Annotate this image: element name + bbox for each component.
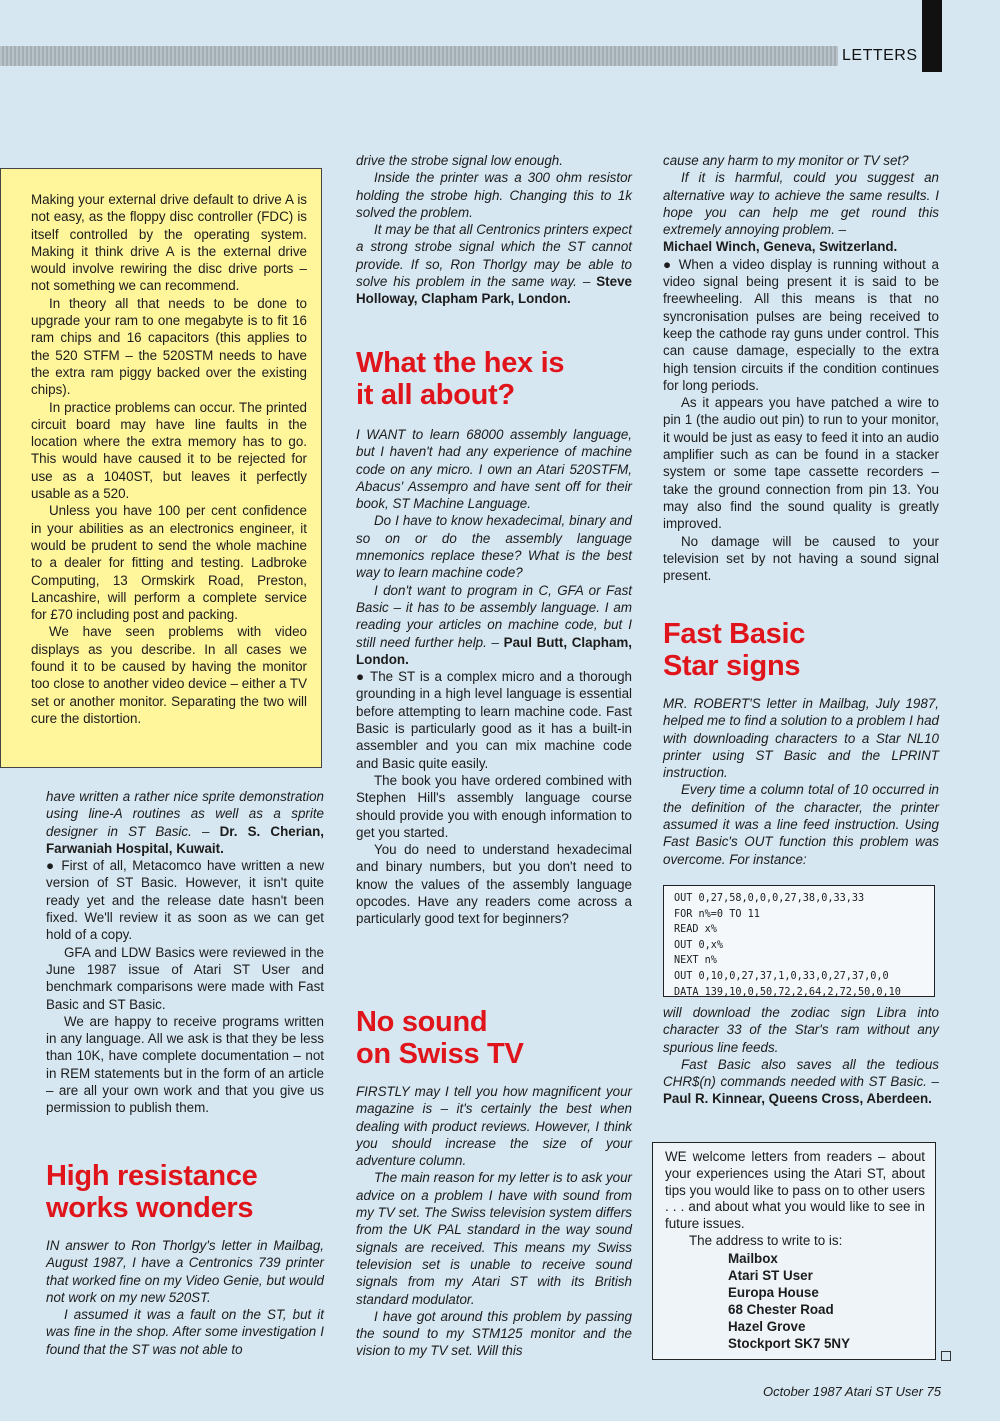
signature: Paul Butt, Clapham, London. [356, 634, 632, 667]
high-resistance-continued [356, 152, 632, 308]
reply-paragraph: ● When a video display is running without a video signal being present it is said to be freewheeling. All this means is that no syncronisation pulses are being received to keep the cathode ray guns under control. This can cause damage, especially to the extra high tension circuits if the condition continues for long periods. [663, 256, 939, 393]
letter-paragraph: Do I have to know hexadecimal, binary and so on or do the assembly language mnemonics replace these? What is the best way to learn machine code? [356, 513, 632, 581]
star-letter-after [663, 1004, 939, 1108]
swiss-continued [663, 152, 939, 584]
letter-text: have written a rather nice sprite demonstration using line-A routines as well as a sprite designer in ST Basic. – [46, 789, 324, 839]
reply-paragraph: As it appears you have patched a wire to pin 1 (the audio out pin) to run to your monitor, it would be just as easy to feed it into an audio amplifier such as can be found in a stacker system or some tape cassette recorders – take the ground connection from pin 13. You may also find the sound quality is greatly improved. [663, 395, 939, 532]
heading-swiss-tv: No sound on Swiss TV [356, 1006, 524, 1070]
signature: Michael Winch, Geneva, Switzerland. [663, 239, 898, 255]
letter-paragraph: If it is harmful, could you suggest an alternative way to achieve the same results. I hope you can help me get round this extremely annoying problem. – [663, 170, 939, 238]
address-line: Atari ST User [728, 1267, 813, 1283]
letter-paragraph: IN answer to Ron Thorlgy's letter in Mailbag, August 1987, I have a Centronics 739 printer that worked fine on my Video Genie, but would not work on my new 520ST. [46, 1238, 324, 1305]
page-footer: October 1987 Atari ST User 75 [763, 1384, 941, 1399]
reply-paragraph: ● The ST is a complex micro and a thorough grounding in a high level language is essential before attempting to learn machine code. Fast Basic is particularly good as it has a built-in assembler and you can mix machine code and Basic quite easily. [356, 669, 632, 771]
hex-letter [356, 426, 632, 928]
letter-paragraph: FIRSTLY may I tell you how magnificent your magazine is – it's certainly the best when dealing with product reviews. However, I think you should increase the size of your adventure column. [356, 1084, 632, 1169]
signature: Dr. S. Cherian, Farwaniah Hospital, Kuwait. [46, 823, 324, 856]
address-line: 68 Chester Road [728, 1301, 834, 1317]
heading-high-resistance: High resistance works wonders [46, 1160, 258, 1224]
paragraph: Making your external drive default to drive A is not easy, as the floppy disc controller (FDC) is itself controlled by the operating system. Making it think drive A is the external drive would involve rewiring the disc drive ports – not something we can recommend. [31, 192, 307, 294]
editor-reply-text [31, 191, 307, 727]
paragraph: In theory all that needs to be done to upgrade your ram to one megabyte is to fit 16 ram chips and 16 capacitors (this applies to the 520 STFM – the 520STM needs to have the extra ram piggy backed over the existing chips). [31, 295, 307, 398]
heading-fast-basic: Fast Basic Star signs [663, 618, 806, 682]
welcome-box [652, 1142, 936, 1360]
welcome-text: WE welcome letters from readers – about your experiences using the Atari ST, about tips you would like to pass on to other users . . . and about what you would like to see in future issues. [665, 1149, 925, 1232]
letter-paragraph: The main reason for my letter is to ask your advice on a problem I have with sound from my TV set. The Swiss television system differs from the UK PAL standard in the way sound signals are received. This means my Swiss television set is unable to receive sound signals from my Atari ST with its British standard modulator. [356, 1170, 632, 1307]
letter-paragraph: cause any harm to my monitor or TV set? [663, 153, 909, 168]
letter-paragraph: Every time a column total of 10 occurred in the definition of the character, the printer assumed it was a line feed instruction. Using Fast Basic's OUT function this problem was overcome. For instance: [663, 782, 939, 867]
header-rule [0, 46, 838, 66]
paragraph: In practice problems can occur. The printed circuit board may have line faults in the location where the extra memory has to go. This would have caused it to be rejected for use as a 1040ST, but leaves it perfectly usable as a 520. [31, 399, 307, 502]
signature: Paul R. Kinnear, Queens Cross, Aberdeen. [663, 1091, 932, 1107]
end-of-article-mark [941, 1351, 951, 1361]
code-line: NEXT n% [674, 955, 717, 967]
star-letter [663, 695, 939, 868]
address-intro: The address to write to is: [689, 1232, 843, 1248]
address-line: Stockport SK7 5NY [728, 1335, 851, 1351]
letter-paragraph: It may be that all Centronics printers expect a strong strobe signal which the ST cannot provide. If so, Ron Thorlgy may be able to solve his problem in the same way. – [356, 222, 632, 290]
paragraph: We have seen problems with video displays as you describe. In all cases we found it to be caused by having the monitor too close to another video device – either a TV set or another monitor. Separating the two will cure the distortion. [31, 624, 307, 726]
letter-paragraph: I WANT to learn 68000 assembly language, but I haven't had any experience of machine code on any micro. I own an Atari 520STFM, Abacus' Assempro and have sent off for their book, ST Machine Language. [356, 427, 632, 512]
reply-paragraph: You do need to understand hexadecimal and binary numbers, but you don't need to know the values of the assembly language opcodes. Have any readers come across a particularly good text for beginners? [356, 842, 632, 927]
letter-paragraph: MR. ROBERT'S letter in Mailbag, July 1987, helped me to find a solution to a problem I had with downloading characters to a Star NL10 printer using ST Basic and the LPRINT instruction. [663, 696, 939, 781]
signature: Steve Holloway, Clapham Park, London. [356, 274, 632, 307]
code-line: FOR n%=0 TO 11 [674, 908, 760, 920]
paragraph: Unless you have 100 per cent confidence in your abilities as an electronics engineer, it would be prudent to send the whole machine to a dealer for fitting and testing. Ladbroke Computing, 13 Ormskirk Road, Preston, Lancashire, will perform a complete service for £70 including post and packing. [31, 503, 307, 623]
page-edge-tab [922, 0, 942, 72]
swiss-letter [356, 1083, 632, 1360]
reply-paragraph: The book you have ordered combined with Stephen Hill's assembly language course should provide you with enough information to get you started. [356, 772, 632, 840]
address-line: Europa House [728, 1284, 819, 1300]
address-line: Mailbox [728, 1250, 778, 1266]
letter-paragraph: I don't want to program in C, GFA or Fast Basic – it has to be assembly language. I am reading your articles on machine code, but I still need further help. – [356, 582, 632, 650]
code-line: OUT 0,10,0,27,37,1,0,33,0,27,37,0,0 [674, 970, 889, 982]
letter-paragraph: will download the zodiac sign Libra into character 33 of the Star's ram without any spurious line feeds. [663, 1005, 939, 1055]
letter-paragraph: I have got around this problem by passing the sound to my STM125 monitor and the vision to my TV set. Will this [356, 1308, 632, 1359]
code-line: READ x% [674, 924, 717, 936]
reply-paragraph: No damage will be caused to your television set by not having a sound signal present. [663, 533, 939, 584]
reply-paragraph: We are happy to receive programs written in any language. All we ask is that they be less than 10K, have complete documentation – not in REM statements but in the form of an article – are all your own work and that you give us permission to publish them. [46, 1013, 324, 1116]
letter-paragraph: drive the strobe signal low enough. [356, 153, 563, 168]
reply-paragraph: GFA and LDW Basics were reviewed in the June 1987 issue of Atari ST User and benchmark comparisons were made with Fast Basic and ST Basic. [46, 944, 324, 1012]
sprite-letter-column [46, 788, 324, 1117]
address-line: Hazel Grove [728, 1318, 806, 1334]
letter-paragraph: Fast Basic also saves all the tedious CHR$(n) commands needed with ST Basic. – [663, 1056, 939, 1090]
heading-hex: What the hex is it all about? [356, 347, 565, 411]
code-listing [663, 885, 935, 997]
code-line: OUT 0,27,58,0,0,0,27,38,0,33,33 [674, 893, 865, 904]
high-resistance-letter [46, 1237, 324, 1358]
code-line: DATA 139,10,0,50,72,2,64,2,72,50,0,10 [674, 986, 901, 998]
code-line: OUT 0,x% [674, 939, 724, 951]
letter-paragraph: Inside the printer was a 300 ohm resistor holding the strobe high. Changing this to 1k solved the problem. [356, 170, 632, 220]
letter-paragraph: I assumed it was a fault on the ST, but it was fine in the shop. After some investigation I found that the ST was not able to [46, 1307, 324, 1357]
section-label: LETTERS [842, 47, 918, 64]
reply-paragraph: ● First of all, Metacomco have written a new version of ST Basic. However, it isn't quite ready yet and the release date hasn't been fixed. We'll review it as soon as we can get hold of a copy. [46, 858, 324, 943]
editor-reply-box [0, 168, 322, 768]
